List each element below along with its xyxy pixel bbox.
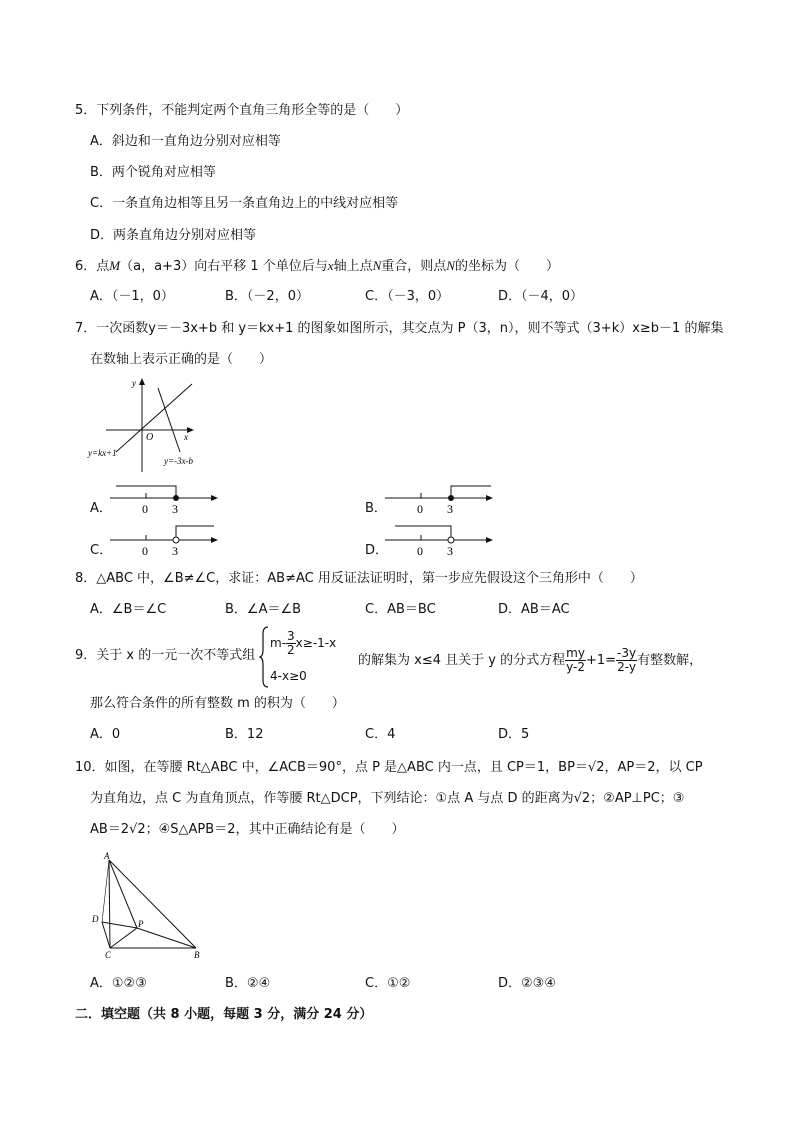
q5-option-a: A．斜边和一直角边分别对应相等 — [90, 134, 281, 149]
q9-system-row2: 4-x≥0 — [270, 669, 307, 683]
q9-frac2 — [616, 647, 637, 674]
q6-point-n: N — [372, 258, 382, 273]
q6-option-b: B．（－2，0） — [225, 289, 309, 304]
q9-line2: 那么符合条件的所有整数 m 的积为（ ） — [90, 696, 345, 711]
q9-option-b: B．12 — [225, 727, 264, 742]
q9-pre: 9．关于 x 的一元一次不等式组 — [75, 648, 256, 663]
q10-triangle-figure — [88, 850, 208, 965]
q6-x: x — [327, 258, 334, 273]
q6-option-c: C．（－3，0） — [365, 289, 450, 304]
q9-plus: +1= — [585, 653, 617, 668]
q9-frac2-num: -3y — [617, 646, 637, 660]
q9-end: 有整数解， — [637, 653, 703, 668]
q10-point-p: P — [138, 919, 144, 929]
q7-option-c-three: 3 — [172, 544, 178, 558]
q5-option-d: D．两条直角边分别对应相等 — [90, 228, 257, 243]
q6-point-m: M — [109, 258, 121, 273]
q6-stem-mid2: 轴上点 — [333, 259, 373, 274]
q10-point-a: A — [104, 851, 110, 861]
q10-point-c: C — [105, 950, 112, 960]
q9-mid — [358, 647, 702, 674]
q8-option-d: D．AB＝AC — [498, 602, 570, 617]
q9-frac1 — [565, 647, 586, 674]
q8-option-a: A．∠B＝∠C — [90, 602, 167, 617]
q9-option-c: C．4 — [365, 727, 396, 742]
q7-line1-label: y=kx+1 — [88, 448, 117, 458]
q6-stem-pre: 6．点 — [75, 259, 110, 274]
q7-function-graph — [86, 374, 226, 476]
q7-option-c-zero: 0 — [142, 544, 148, 558]
q6-stem-mid3: 重合，则点 — [381, 259, 447, 274]
q10-option-a: A．①②③ — [90, 976, 147, 991]
q6-point-n2: N — [446, 258, 455, 273]
q6-stem — [75, 257, 559, 276]
q9-sys1-b: x≥-1-x — [295, 636, 337, 650]
q7-origin-label: O — [146, 432, 154, 443]
q9-sys1-num: 3 — [287, 629, 295, 643]
q8-stem: 8．△ABC 中，∠B≠∠C，求证：AB≠AC 用反证法证明时，第一步应先假设这个三角形中（ ） — [75, 571, 643, 586]
q9-frac1-num: my — [566, 646, 585, 660]
q7-option-c-numberline — [108, 522, 223, 562]
q6-coord: （a，a+3） — [120, 259, 195, 274]
q7-stem-line1: 7．一次函数y＝－3x+b 和 y＝kx+1 的图象如图所示，其交点为 P（3，n），则不等式（3+k）x≥b－1 的解集 — [75, 321, 724, 336]
q7-option-d-letter: D． — [365, 543, 389, 558]
q8-option-c: C．AB＝BC — [365, 602, 436, 617]
q7-option-a-three: 3 — [172, 502, 178, 516]
q7-option-a-zero: 0 — [142, 502, 148, 516]
q9-system-brace — [259, 626, 269, 688]
q7-line2-label: y=-3x-b — [164, 456, 194, 466]
section-2-heading: 二．填空题（共 8 小题，每题 3 分，满分 24 分） — [75, 1007, 373, 1022]
q7-option-b-three: 3 — [447, 502, 453, 516]
q10-stem-line3: AB＝2√2；④S△APB＝2，其中正确结论有是（ ） — [90, 822, 405, 837]
q10-option-d: D．②③④ — [498, 976, 556, 991]
q9-sys1-fraction — [286, 630, 296, 657]
q5-option-b: B．两个锐角对应相等 — [90, 165, 216, 180]
q7-option-d-three: 3 — [447, 544, 453, 558]
q10-stem-line1: 10．如图，在等腰 Rt△ABC 中，∠ACB＝90°，点 P 是△ABC 内一点，且 CP＝1，BP＝√2，AP＝2，以 CP — [75, 760, 703, 775]
q10-option-c: C．①② — [365, 976, 411, 991]
q9-sys1-den: 2 — [287, 643, 295, 657]
q7-option-a-letter: A． — [90, 501, 112, 516]
q10-point-d: D — [92, 914, 99, 924]
q8-option-b: B．∠A＝∠B — [225, 602, 302, 617]
q7-x-axis-label: x — [184, 432, 188, 442]
q7-option-d-numberline — [383, 522, 498, 562]
q7-stem-line2: 在数轴上表示正确的是（ ） — [90, 352, 273, 367]
q10-point-b: B — [194, 950, 200, 960]
q9-frac2-den: 2-y — [617, 660, 636, 674]
q5-stem: 5．下列条件，不能判定两个直角三角形全等的是（ ） — [75, 103, 409, 118]
q7-option-c-letter: C． — [90, 543, 113, 558]
q9-mid-text: 的解集为 x≤4 且关于 y 的分式方程 — [358, 653, 566, 668]
q9-sys1-a: m- — [270, 636, 287, 650]
q7-option-b-numberline — [383, 480, 498, 520]
q7-option-d-zero: 0 — [417, 544, 423, 558]
q7-y-axis-label: y — [132, 378, 136, 388]
q9-system-row1 — [270, 630, 336, 657]
q9-option-d: D．5 — [498, 727, 530, 742]
q5-option-c: C．一条直角边相等且另一条直角边上的中线对应相等 — [90, 196, 399, 211]
q7-option-a-numberline — [108, 480, 223, 520]
q6-stem-end: 的坐标为（ ） — [454, 259, 559, 274]
q9-frac1-den: y-2 — [566, 660, 585, 674]
q10-option-b: B．②④ — [225, 976, 271, 991]
q9-option-a: A．0 — [90, 727, 121, 742]
q6-stem-mid: 向右平移 1 个单位后与 — [194, 259, 328, 274]
q10-stem-line2: 为直角边，点 C 为直角顶点，作等腰 Rt△DCP，下列结论：①点 A 与点 D 的距离为√2；②AP⊥PC；③ — [90, 791, 685, 806]
q7-option-b-zero: 0 — [417, 502, 423, 516]
q7-option-b-letter: B． — [365, 501, 387, 516]
q6-option-d: D．（－4，0） — [498, 289, 584, 304]
q6-option-a: A．（－1，0） — [90, 289, 174, 304]
